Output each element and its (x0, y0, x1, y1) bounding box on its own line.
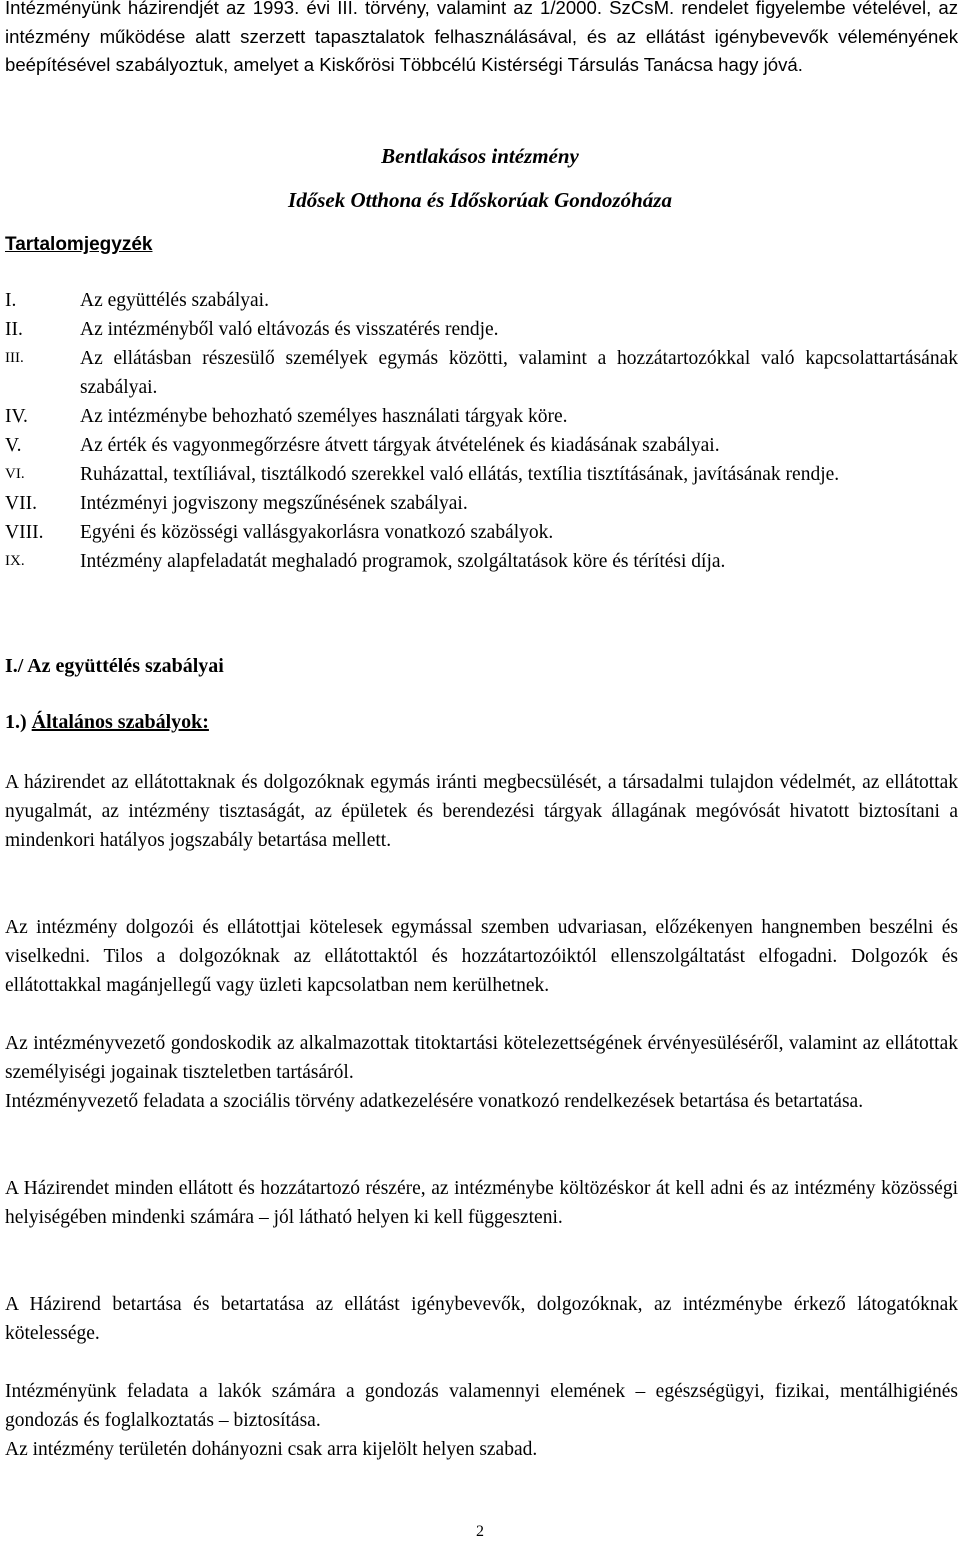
subsection-number: 1.) (5, 711, 27, 733)
toc-item (5, 315, 958, 344)
body-paragraph: A Házirendet minden ellátott és hozzátartozó részére, az intézménybe költözéskor át kell adni és az intézmény közösségi helyiségében mindenki számára – jól látható helyen ki kell függeszteni. (5, 1178, 958, 1228)
page-number: 2 (476, 1523, 484, 1540)
toc-item-number: VIII. (5, 522, 44, 543)
subsection-title (5, 708, 209, 737)
toc-item-text: Ruházattal, textíliával, tisztálkodó szerekkel való ellátás, textília tisztításának, javításának rendje. (80, 464, 840, 485)
toc-item-number: I. (5, 290, 17, 311)
toc-item (5, 489, 958, 518)
section-title: I./ Az együttélés szabályai (5, 655, 224, 677)
toc-item-text: Egyéni és közösségi vallásgyakorlásra vonatkozó szabályok. (80, 522, 554, 543)
toc-item-number: VII. (5, 493, 37, 514)
body-paragraph: Az intézményvezető gondoskodik az alkalmazottak titoktartási kötelezettségének érvényesüléséről, valamint az ellátottak személyiségi jogainak tiszteletben tartásáról. (5, 1033, 958, 1083)
toc-item-text: Az intézményből való eltávozás és visszatérés rendje. (80, 319, 499, 340)
institution-name-heading: Idősek Otthona és Időskorúak Gondozóháza (288, 188, 672, 212)
body-paragraph: A házirendet az ellátottaknak és dolgozóknak egymás iránti megbecsülését, a társadalmi tulajdon védelmét, az ellátottak nyugalmát, az intézmény tisztaságát, az épületek és berendezési tárgyak állagának megóvósát hivatott biztosítani a mindenkori hatályos jogszabály betartása mellett. (5, 772, 958, 851)
toc-item (5, 286, 958, 315)
table-of-contents (5, 286, 958, 576)
toc-item-number: II. (5, 319, 23, 340)
toc-item-number: VI. (5, 466, 25, 482)
body-paragraph: Intézményvezető feladata a szociális törvény adatkezelésére vonatkozó rendelkezések betartása és betartatása. (5, 1091, 864, 1112)
subsection-heading: Általános szabályok: (31, 711, 209, 733)
toc-item (5, 518, 958, 547)
toc-item-number: III. (5, 350, 24, 366)
body-paragraph: Az intézmény dolgozói és ellátottjai kötelesek egymással szemben udvariasan, előzékenyen hangnemben beszélni és viselkedni. Tilos a dolgozóknak az ellátottaktól és hozzátartozóiktól ellenszolgáltatást elfogadni. Dolgozók és ellátottakkal magánjellegű vagy üzleti kapcsolatban nem kerülhetnek. (5, 917, 958, 996)
toc-item-text: Az együttélés szabályai. (80, 290, 269, 311)
toc-item (5, 547, 958, 576)
toc-item-number: V. (5, 435, 22, 456)
body-paragraph: Az intézmény területén dohányozni csak arra kijelölt helyen szabad. (5, 1439, 538, 1460)
institution-type-heading: Bentlakásos intézmény (381, 144, 579, 168)
toc-item-text: Az ellátásban részesülő személyek egymás közötti, valamint a hozzátartozókkal való kapcsolattartásának szabályai. (80, 348, 958, 398)
toc-item-number: IV. (5, 406, 28, 427)
toc-item-text: Az intézménybe behozható személyes használati tárgyak köre. (80, 406, 568, 427)
toc-item (5, 402, 958, 431)
toc-item (5, 460, 958, 489)
toc-item-text: Az érték és vagyonmegőrzésre átvett tárgyak átvételének és kiadásának szabályai. (80, 435, 720, 456)
intro-paragraph: Intézményünk házirendjét az 1993. évi III. törvény, valamint az 1/2000. SzCsM. rendelet figyelembe vételével, az intézmény működése alatt szerzett tapasztalatok felhasználásával, és az ellátást igénybevevők véleményének beépítésével szabályoztuk, amelyet a Kiskőrösi Többcélú Kistérségi Társulás Tanácsa hagy jóvá. (5, 0, 958, 75)
toc-item-text: Intézményi jogviszony megszűnésének szabályai. (80, 493, 468, 514)
toc-item (5, 344, 958, 402)
toc-item-number: IX. (5, 553, 25, 569)
body-paragraph: A Házirend betartása és betartatása az ellátást igénybevevők, dolgozóknak, az intézménybe érkező látogatóknak kötelessége. (5, 1294, 958, 1344)
toc-title: Tartalomjegyzék (5, 234, 153, 255)
toc-item (5, 431, 958, 460)
body-paragraph: Intézményünk feladata a lakók számára a gondozás valamennyi elemének – egészségügyi, fizikai, mentálhigiénés gondozás és foglalkoztatás – biztosítása. (5, 1381, 958, 1431)
toc-item-text: Intézmény alapfeladatát meghaladó programok, szolgáltatások köre és térítési díja. (80, 551, 726, 572)
